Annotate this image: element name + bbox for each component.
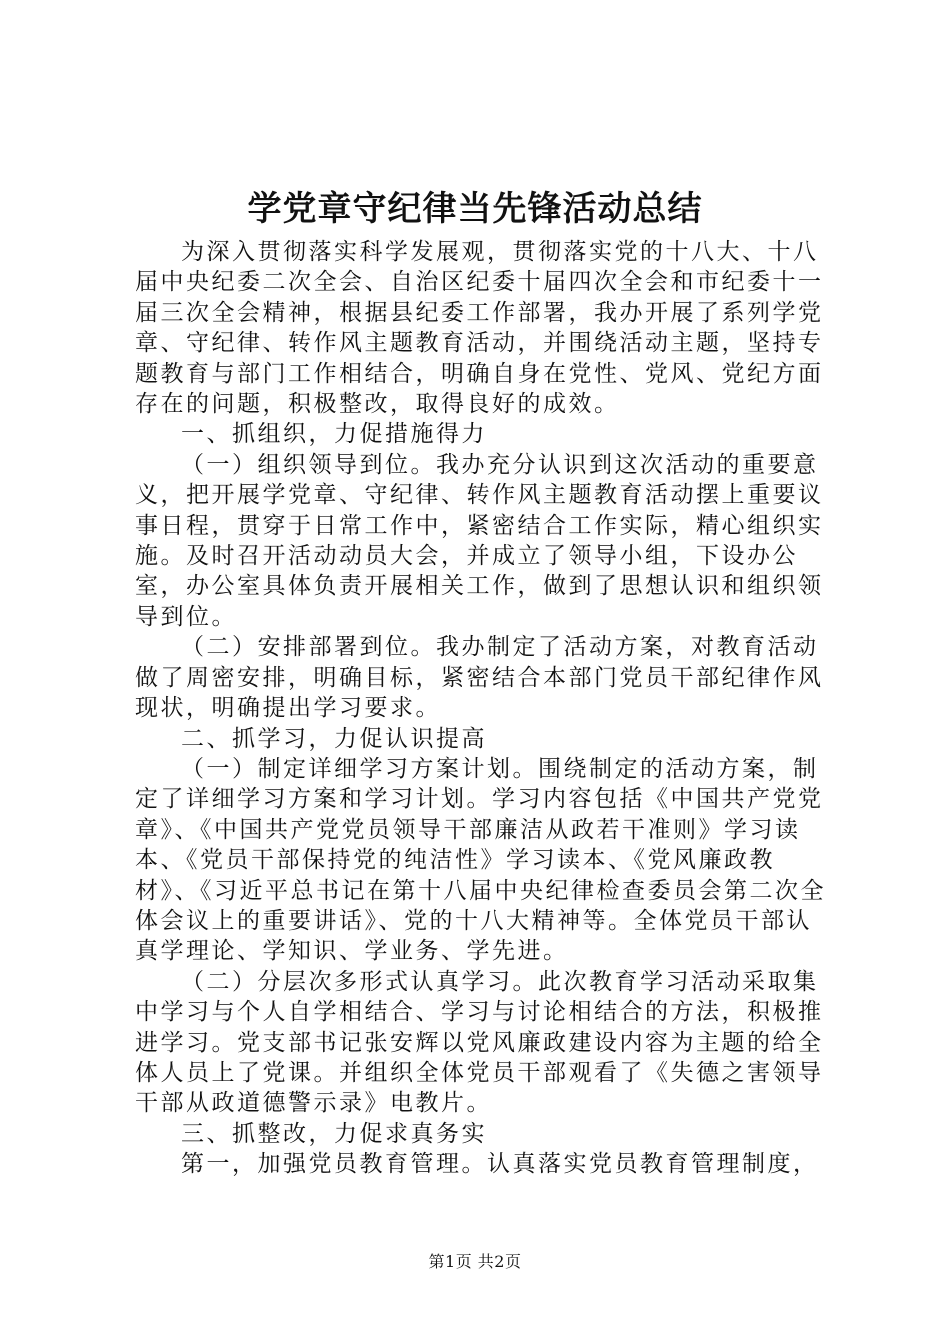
paragraph-2-1: （一）制定详细学习方案计划。围绕制定的活动方案，制定了详细学习方案和学习计划。学习内容包括《中国共产党党章》、《中国共产党党员领导干部廉洁从政若干准则》学习读本、《党员干部保持党的纯洁性》学习读本、《党风廉政教材》、《习近平总书记在第十八届中央纪律检查委员会第二次全体会议上的重要讲话》、党的十八大精神等。全体党员干部认真学理论、学知识、学业务、学先进。 [135, 755, 826, 965]
document-body [135, 237, 835, 1180]
section-heading-2: 二、抓学习，力促认识提高 [181, 725, 487, 752]
section-heading-1: 一、抓组织，力促措施得力 [181, 421, 487, 448]
paragraph-1-2: （二）安排部署到位。我办制定了活动方案，对教育活动做了周密安排，明确目标，紧密结合本部门党员干部纪律作风现状，明确提出学习要求。 [135, 634, 824, 722]
paragraph-1-1: （一）组织领导到位。我办充分认识到这次活动的重要意义，把开展学党章、守纪律、转作风主题教育活动摆上重要议事日程，贯穿于日常工作中，紧密结合工作实际，精心组织实施。及时召开活动动员大会，并成立了领导小组，下设办公室，办公室具体负责开展相关工作，做到了思想认识和组织领导到位。 [135, 451, 824, 630]
paragraph-2-2: （二）分层次多形式认真学习。此次教育学习活动采取集中学习与个人自学相结合、学习与讨论相结合的方法，积极推进学习。党支部书记张安辉以党风廉政建设内容为主题的给全体人员上了党课。并组织全体党员干部观看了《失德之害领导干部从政道德警示录》电教片。 [135, 968, 824, 1117]
document-title: 学党章守纪律当先锋活动总结 [247, 189, 703, 229]
section-heading-3: 三、抓整改，力促求真务实 [181, 1120, 487, 1147]
page-footer: 第1页 共2页 [428, 1252, 522, 1271]
intro-paragraph: 为深入贯彻落实科学发展观，贯彻落实党的十八大、十八届中央纪委二次全会、自治区纪委十届四次全会和市纪委十一届三次全会精神，根据县纪委工作部署，我办开展了系列学党章、守纪律、转作风主题教育活动，并围绕活动主题，坚持专题教育与部门工作相结合，明确自身在党性、党风、党纪方面存在的问题，积极整改，取得良好的成效。 [135, 239, 824, 418]
paragraph-3-1: 第一，加强党员教育管理。认真落实党员教育管理制度， [181, 1151, 819, 1178]
